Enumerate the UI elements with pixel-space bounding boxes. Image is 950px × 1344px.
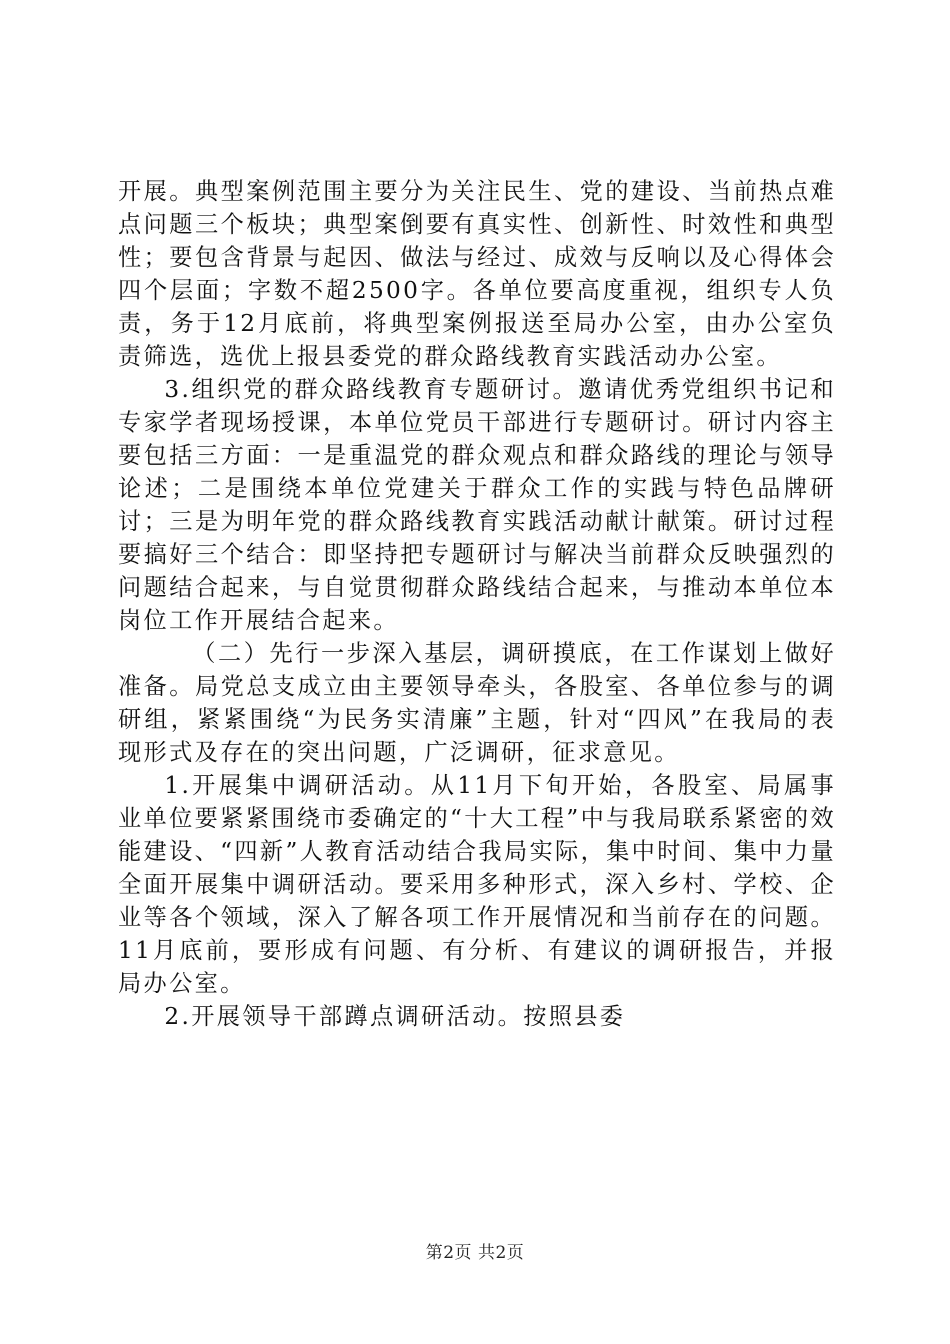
page-number-footer: 第2页 共2页 (425, 1243, 525, 1263)
paragraph-case-collection: 开展。典型案例范围主要分为关注民生、党的建设、当前热点难点问题三个板块；典型案倒要有真实性、创新性、时效性和典型性；要包含背景与起因、做法与经过、成效与反响以及心得体会四个层面；字数不超2500字。各单位要高度重视，组织专人负责，务于12月底前，将典型案例报送至局办公室，由办公室负责筛选，选优上报县委党的群众路线教育实践活动办公室。 (118, 178, 836, 370)
paragraph-topic-discussion: 3.组织党的群众路线教育专题研讨。邀请优秀党组织书记和专家学者现场授课，本单位党员干部进行专题研讨。研讨内容主要包括三方面：一是重温党的群众观点和群众路线的理论与领导论述；二是围绕本单位党建关于群众工作的实践与特色品牌研讨；三是为明年党的群众路线教育实践活动献计献策。研讨过程要搞好三个结合：即坚持把专题研讨与解决当前群众反映强烈的问题结合起来，与自觉贯彻群众路线结合起来，与推动本单位本岗位工作开展结合起来。 (118, 376, 836, 634)
paragraph-centralized-research: 1.开展集中调研活动。从11月下旬开始，各股室、局属事业单位要紧紧围绕市委确定的“十大工程”中与我局联系紧密的效能建设、“四新”人教育活动结合我局实际，集中时间、集中力量全面开展集中调研活动。要采用多种形式，深入乡村、学校、企业等各个领域，深入了解各项工作开展情况和当前存在的问题。11月底前，要形成有问题、有分析、有建议的调研报告，并报局办公室。 (118, 772, 836, 997)
document-body (118, 175, 836, 1033)
paragraph-section-two-heading: （二）先行一步深入基层，调研摸底，在工作谋划上做好准备。局党总支成立由主要领导牵头，各股室、各单位参与的调研组，紧紧围绕“为民务实清廉”主题，针对“四风”在我局的表现形式及存在的突出问题，广泛调研，征求意见。 (118, 640, 836, 766)
paragraph-leader-field-research: 2.开展领导干部蹲点调研活动。按照县委 (164, 1003, 626, 1030)
